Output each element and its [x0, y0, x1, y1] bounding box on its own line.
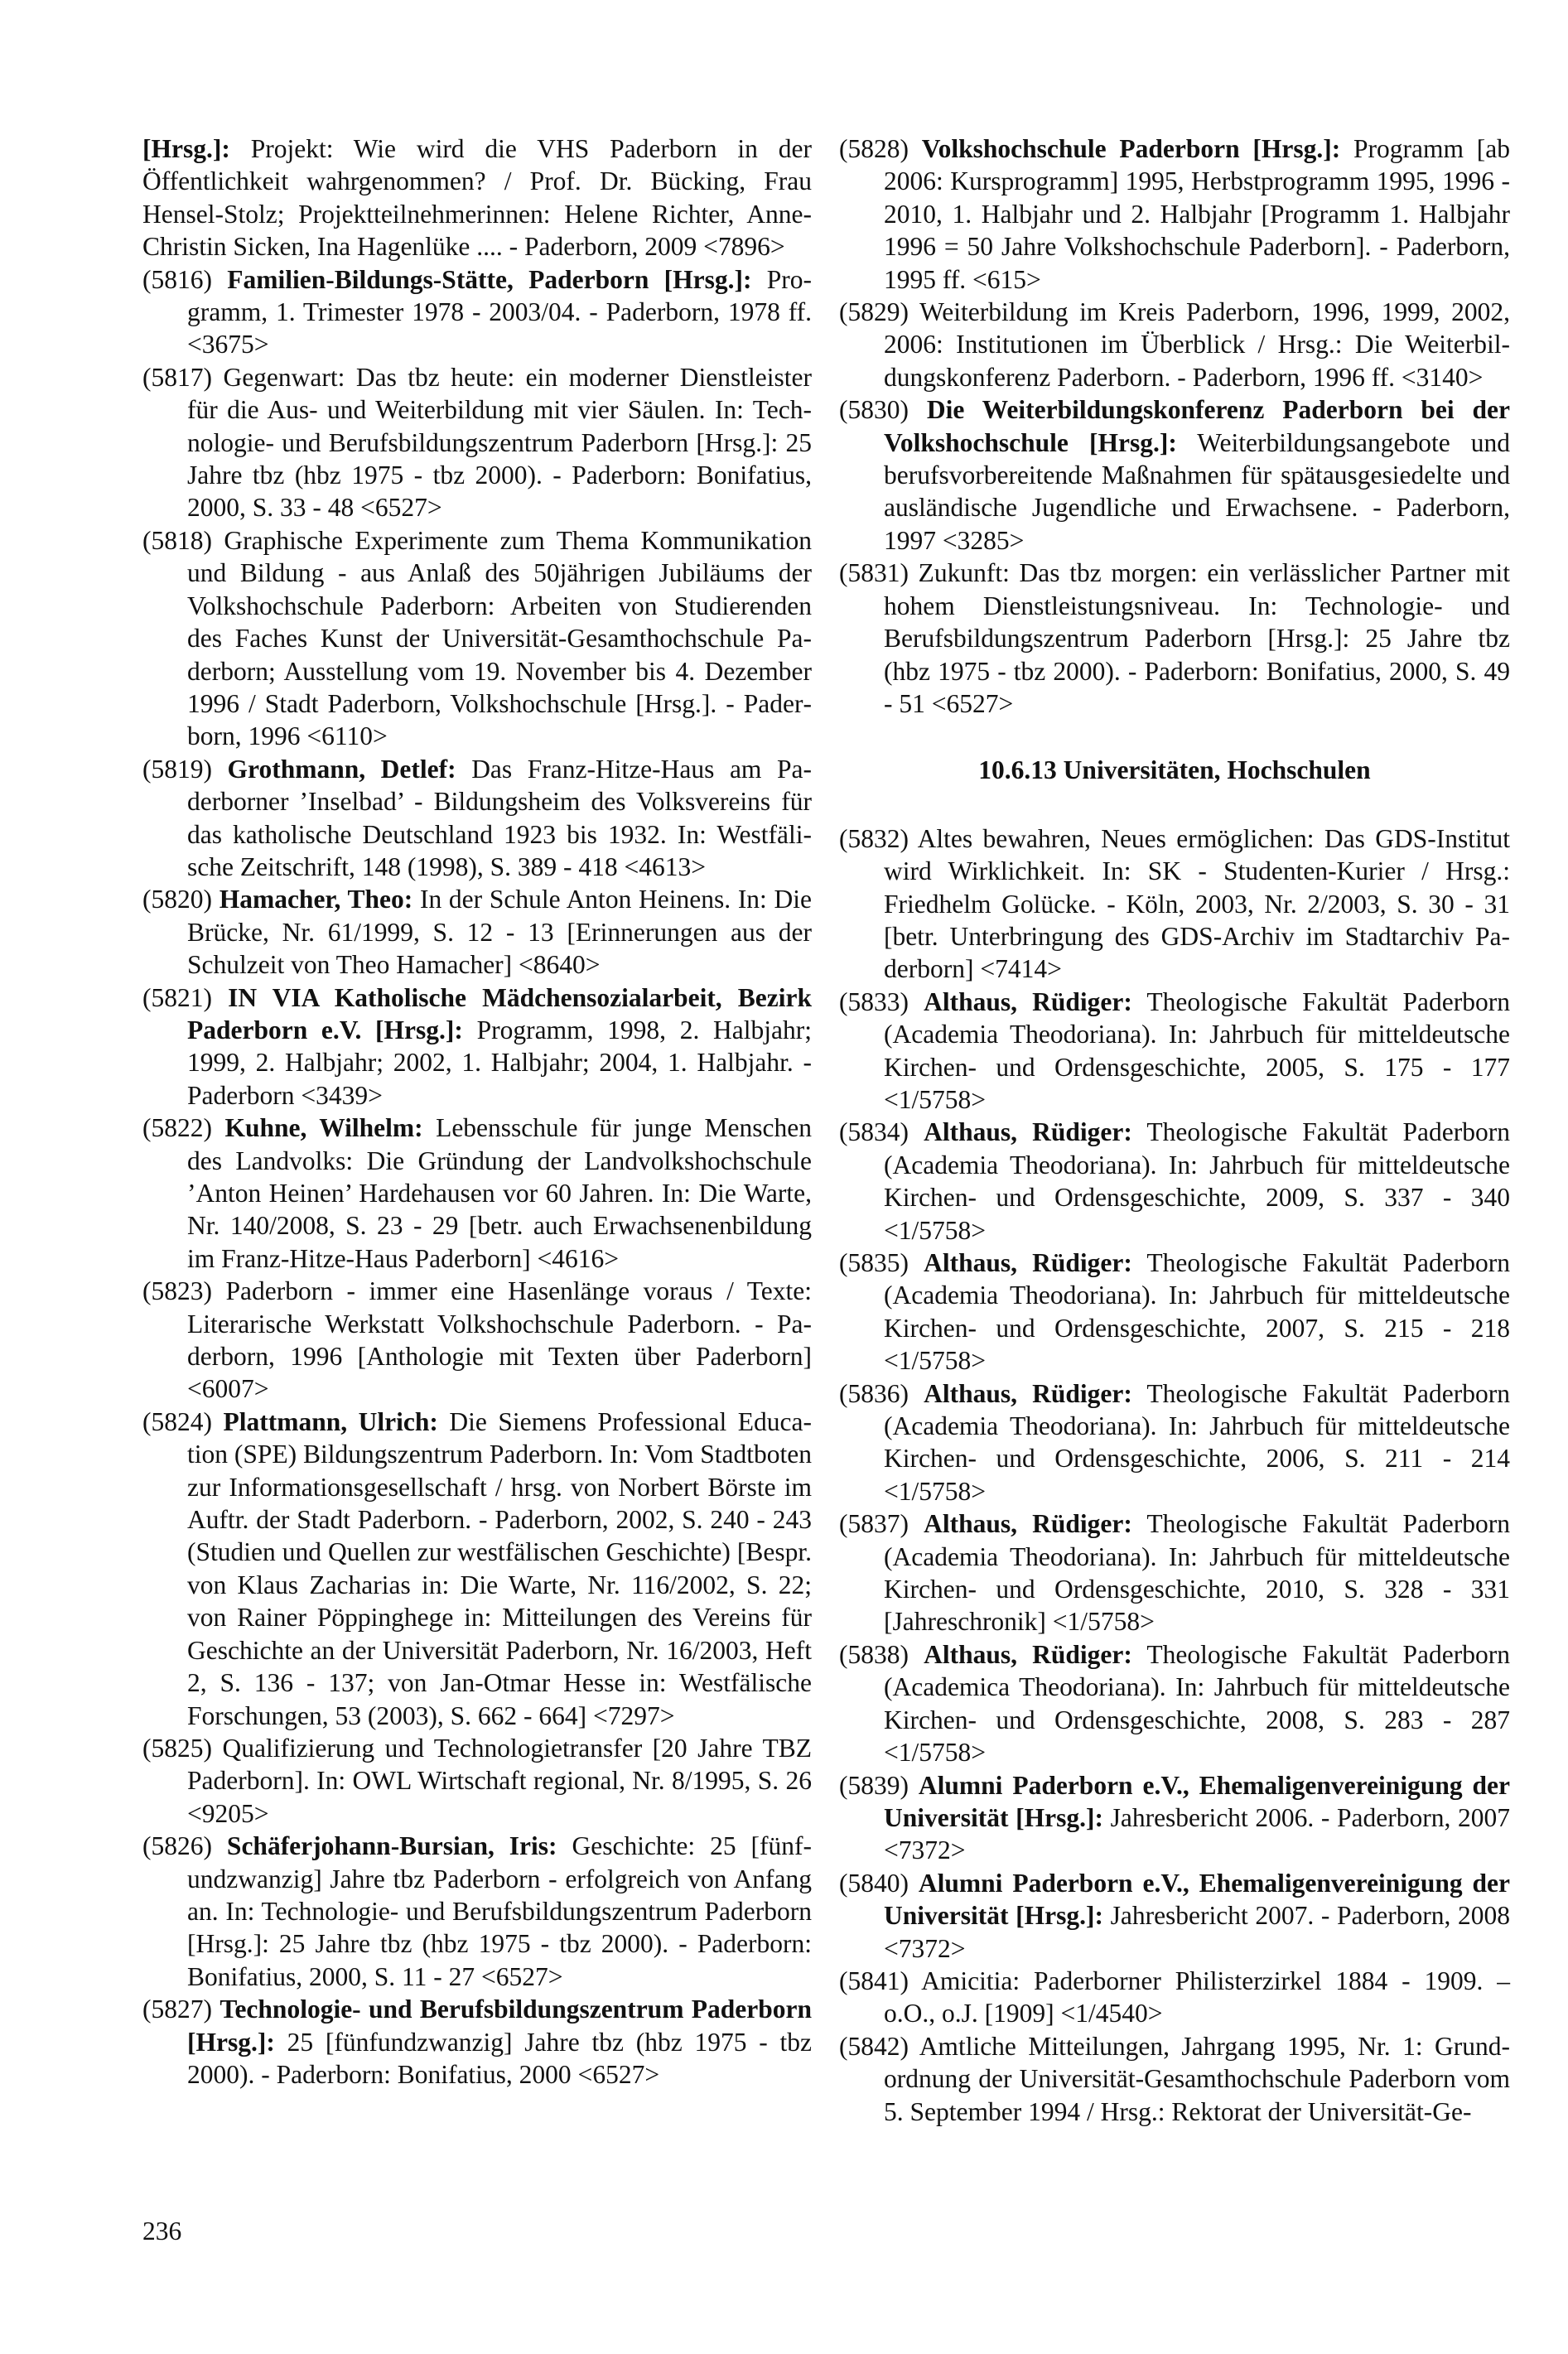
page-number: 236	[142, 2217, 182, 2245]
bibliography-entry	[839, 1638, 1510, 1769]
bibliography-entry	[839, 133, 1510, 296]
bibliography-entry	[839, 1507, 1510, 1638]
entry-author: Alumni Paderborn e.V., Ehemaligenvereinigung der Universität [Hrsg.]:	[884, 1868, 1510, 1931]
entry-author: [Hrsg.]:	[142, 134, 230, 163]
entry-number: (5817)	[142, 362, 212, 392]
entry-author: Althaus, Rüdiger:	[924, 1248, 1132, 1277]
entry-text: Theologische Fakultät Paderborn (Academia Theodoriana). In: Jahrbuch für mitteldeutsche Kirchen- und Ordensgeschichte, 2006, S. 211 - 214 <1/5758>	[884, 1378, 1511, 1506]
bibliography-entry	[839, 1965, 1510, 2030]
right-column	[839, 133, 1510, 2128]
bibliography-entry	[142, 263, 812, 361]
entry-text: Paderborn - immer eine Hasenlänge voraus / Texte: Literarische Werkstatt Volkshochschule Paderborn. - Paderborn, 1996 [Anthologie mit Texten über Paderborn] <6007>	[187, 1276, 813, 1404]
bibliography-entry	[142, 1830, 812, 1993]
bibliography-entry	[142, 1406, 812, 1732]
entry-number: (5819)	[142, 754, 212, 784]
entry-number: (5827)	[142, 1995, 212, 2024]
entry-number: (5836)	[839, 1378, 909, 1408]
entry-number: (5837)	[839, 1509, 909, 1539]
entry-text: Theologische Fakultät Paderborn (Academica Theodoriana). In: Jahrbuch für mitteldeutsche Kirchen- und Ordensgeschichte, 2008, S. 283 - 287 <1/5758>	[884, 1639, 1511, 1768]
entry-author: IN VIA Katholische Mädchensozialarbeit, Bezirk Paderborn e.V. [Hrsg.]:	[187, 982, 813, 1044]
entry-author: Grothmann, Detlef:	[227, 754, 456, 784]
entry-number: (5838)	[839, 1639, 909, 1669]
entry-text: Amicitia: Paderborner Philisterzirkel 1884 - 1909. – o.O., o.J. [1909] <1/4540>	[884, 1966, 1510, 2028]
entry-number: (5822)	[142, 1113, 212, 1143]
entry-text: Qualifizierung und Technologietransfer [20 Jahre TBZ Paderborn]. In: OWL Wirtschaft regional, Nr. 8/1995, S. 26 <9205>	[187, 1733, 813, 1828]
bibliography-entry	[142, 982, 812, 1112]
bibliography-entry	[839, 822, 1510, 986]
bibliography-entry	[839, 2030, 1510, 2128]
entry-text: Projekt: Wie wird die VHS Paderborn in der Öffentlichkeit wahrgenommen? / Prof. Dr. Bücking, Frau Hensel-Stolz; Projektteilnehmerinnen: Helene Richter, Anne-Christin Sicken, Ina Hagenlüke .... - Paderborn, 2009 <7896>	[142, 134, 812, 262]
entry-author: Schäferjohann-Bursian, Iris:	[226, 1831, 557, 1861]
entry-text: Theologische Fakultät Paderborn (Academia Theodoriana). In: Jahrbuch für mitteldeutsche Kirchen- und Ordensgeschichte, 2009, S. 337 - 340 <1/5758>	[884, 1117, 1511, 1245]
bibliography-entry	[142, 361, 812, 524]
entry-author: Kuhne, Wilhelm:	[224, 1113, 423, 1143]
entry-author: Die Weiterbildungskonferenz Paderborn bei der Volkshochschule [Hrsg.]:	[884, 395, 1510, 457]
entry-author: Alumni Paderborn e.V., Ehemaligenvereinigung der Universität [Hrsg.]:	[884, 1770, 1510, 1832]
entry-number: (5823)	[142, 1276, 212, 1306]
entry-text: Zukunft: Das tbz morgen: ein verlässlicher Partner mit hohem Dienstleistungsniveau. In: Technologie- und Berufsbildungszentrum Paderborn [Hrsg.]: 25 Jahre tbz (hbz 1975 - tbz 2000). - Paderborn: Bonifatius, 2000, S. 49 - 51 <6527>	[884, 558, 1511, 718]
bibliography-entry	[142, 883, 812, 981]
bibliography-entry	[839, 393, 1510, 557]
right-column-entries-top	[839, 133, 1510, 720]
entry-author: Hamacher, Theo:	[219, 885, 413, 914]
entry-number: (5816)	[142, 264, 212, 294]
bibliography-entry	[839, 1867, 1510, 1965]
entry-text: Programm, 1998, 2. Halbjahr; 1999, 2. Halbjahr; 2002, 1. Halbjahr; 2004, 1. Halbjahr. - Paderborn <3439>	[187, 1015, 812, 1110]
entry-number: (5832)	[839, 823, 909, 853]
bibliography-entry	[142, 1732, 812, 1830]
entry-number: (5820)	[142, 885, 212, 914]
bibliography-entry	[142, 524, 812, 753]
entry-text: Gegenwart: Das tbz heute: ein moderner Dienstleister für die Aus- und Weiterbildung mit vier Säulen. In: Technologie- und Berufsbildungszentrum Paderborn [Hrsg.]: 25 Jahre tbz (hbz 1975 - tbz 2000). - Paderborn: Bonifatius, 2000, S. 33 - 48 <6527>	[187, 362, 812, 523]
bibliography-entry	[142, 753, 812, 884]
entry-author: Althaus, Rüdiger:	[924, 1378, 1132, 1408]
left-column	[142, 133, 812, 2091]
bibliography-entry	[839, 1247, 1510, 1377]
entry-number: (5830)	[839, 395, 909, 425]
entry-number: (5826)	[142, 1831, 212, 1861]
entry-text: Jahresbericht 2006. - Paderborn, 2007 <7372>	[884, 1802, 1510, 1865]
entry-text: Weiterbildung im Kreis Paderborn, 1996, 1999, 2002, 2006: Institutionen im Überblick / Hrsg.: Die Weiterbildungskonferenz Paderborn. - Paderborn, 1996 ff. <3140>	[884, 297, 1510, 392]
entry-number: (5821)	[142, 982, 212, 1012]
entry-text: 25 [fünfundzwanzig] Jahre tbz (hbz 1975 - tbz 2000). - Paderborn: Bonifatius, 2000 <6527>	[187, 2027, 812, 2089]
entry-number: (5824)	[142, 1406, 212, 1436]
entry-author: Plattmann, Ulrich:	[223, 1406, 438, 1436]
bibliography-entry	[839, 557, 1510, 720]
bibliography-entry	[142, 1112, 812, 1275]
entry-text: Programm, 1. Trimester 1978 - 2003/04. - Paderborn, 1978 ff. <3675>	[187, 264, 813, 359]
entry-text: Amtliche Mitteilungen, Jahrgang 1995, Nr. 1: Grundordnung der Universität-Gesamthochschule Paderborn vom 5. September 1994 / Hrsg.: Rektorat der Universität-Ge-	[884, 2031, 1510, 2126]
entry-number: (5818)	[142, 525, 212, 555]
entry-text: Programm [ab 2006: Kursprogramm] 1995, Herbstprogramm 1995, 1996 - 2010, 1. Halbjahr und 2. Halbjahr [Programm 1. Halbjahr 1996 = 50 Jahre Volkshochschule Paderborn]. - Paderborn, 1995 ff. <615>	[884, 134, 1510, 294]
entry-author: Volkshochschule Paderborn [Hrsg.]:	[921, 134, 1341, 163]
bibliography-entry	[839, 986, 1510, 1117]
entry-author: Althaus, Rüdiger:	[924, 986, 1132, 1016]
entry-text: Geschichte: 25 [fünfundzwanzig] Jahre tbz Paderborn - erfolgreich von Anfang an. In: Technologie- und Berufsbildungszentrum Paderborn [Hrsg.]: 25 Jahre tbz (hbz 1975 - tbz 2000). - Paderborn: Bonifatius, 2000, S. 11 - 27 <6527>	[187, 1831, 812, 1991]
entry-number: (5842)	[839, 2031, 909, 2061]
entry-text: Theologische Fakultät Paderborn (Academia Theodoriana). In: Jahrbuch für mitteldeutsche Kirchen- und Ordensgeschichte, 2005, S. 175 - 177 <1/5758>	[884, 986, 1511, 1114]
entry-author: Althaus, Rüdiger:	[924, 1117, 1132, 1147]
bibliography-entry	[839, 296, 1510, 393]
entry-text: Altes bewahren, Neues ermöglichen: Das GDS-Institut wird Wirklichkeit. In: SK - Studenten-Kurier / Hrsg.: Friedhelm Golücke. - Köln, 2003, Nr. 2/2003, S. 30 - 31 [betr. Unterbringung des GDS-Archiv im Stadtarchiv Paderborn] <7414>	[884, 823, 1510, 984]
bibliography-entry	[839, 1769, 1510, 1867]
entry-author: Althaus, Rüdiger:	[924, 1509, 1132, 1539]
entry-text: In der Schule Anton Heinens. In: Die Brücke, Nr. 61/1999, S. 12 - 13 [Erinnerungen aus der Schulzeit von Theo Hamacher] <8640>	[187, 885, 813, 980]
entry-text: Theologische Fakultät Paderborn (Academia Theodoriana). In: Jahrbuch für mitteldeutsche Kirchen- und Ordensgeschichte, 2010, S. 328 - 331 [Jahreschronik] <1/5758>	[884, 1509, 1511, 1637]
section-heading: 10.6.13 Universitäten, Hochschulen	[978, 755, 1371, 785]
entry-number: (5833)	[839, 986, 909, 1016]
entry-number: (5825)	[142, 1733, 212, 1763]
entry-number: (5834)	[839, 1117, 909, 1147]
bibliography-entry	[839, 1116, 1510, 1247]
entry-text: Jahresbericht 2007. - Paderborn, 2008 <7372>	[884, 1901, 1510, 1963]
entry-text: Weiterbildungsangebote und berufsvorbereitende Maßnahmen für spätausgesiedelte und ausländische Jugendliche und Erwachsene. - Paderborn, 1997 <3285>	[884, 427, 1510, 555]
bibliography-entry	[839, 1377, 1510, 1508]
bibliography-entry	[142, 133, 812, 263]
entry-text: Die Siemens Professional Education (SPE) Bildungszentrum Paderborn. In: Vom Stadtboten zur Informationsgesellschaft / hrsg. von Norbert Börste im Auftr. der Stadt Paderborn. - Paderborn, 2002, S. 240 - 243 (Studien und Quellen zur westfälischen Geschichte) [Bespr. von Klaus Zacharias in: Die Warte, Nr. 116/2002, S. 22; von Rainer Pöppinghege in: Mitteilungen des Vereins für Geschichte an der Universität Paderborn, Nr. 16/2003, Heft 2, S. 136 - 137; von Jan-Otmar Hesse in: Westfälische Forschungen, 53 (2003), S. 662 - 664] <7297>	[187, 1406, 812, 1730]
entry-number: (5835)	[839, 1248, 909, 1277]
entry-text: Lebensschule für junge Menschen des Landvolks: Die Gründung der Landvolkshochschule ’Anton Heinen’ Hardehausen vor 60 Jahren. In: Die Warte, Nr. 140/2008, S. 23 - 29 [betr. auch Erwachsenenbildung im Franz-Hitze-Haus Paderborn] <4616>	[187, 1113, 813, 1273]
entry-number: (5840)	[839, 1868, 909, 1898]
entry-number: (5841)	[839, 1966, 909, 1995]
entry-number: (5831)	[839, 558, 909, 588]
entry-text: Theologische Fakultät Paderborn (Academia Theodoriana). In: Jahrbuch für mitteldeutsche Kirchen- und Ordensgeschichte, 2007, S. 215 - 218 <1/5758>	[884, 1248, 1511, 1376]
entry-text: Das Franz-Hitze-Haus am Paderborner ’Inselbad’ - Bildungsheim des Volksvereins für das katholische Deutschland 1923 bis 1932. In: Westfälische Zeitschrift, 148 (1998), S. 389 - 418 <4613>	[187, 754, 812, 881]
entry-number: (5828)	[839, 134, 909, 163]
entry-text: Graphische Experimente zum Thema Kommunikation und Bildung - aus Anlaß des 50jährigen Jubiläums der Volkshochschule Paderborn: Arbeiten von Studierenden des Faches Kunst der Universität-Gesamthochschule Paderborn; Ausstellung vom 19. November bis 4. Dezember 1996 / Stadt Paderborn, Volkshochschule [Hrsg.]. - Paderborn, 1996 <6110>	[187, 525, 812, 751]
entry-author: Technologie- und Berufsbildungszentrum Paderborn [Hrsg.]:	[187, 1995, 813, 2057]
entry-author: Althaus, Rüdiger:	[924, 1639, 1132, 1669]
entry-number: (5829)	[839, 297, 909, 327]
bibliography-entry	[142, 1993, 812, 2091]
entry-number: (5839)	[839, 1770, 909, 1800]
right-column-entries-bottom	[839, 822, 1510, 2128]
bibliography-entry	[142, 1275, 812, 1406]
entry-author: Familien-Bildungs-Stätte, Paderborn [Hrsg.]:	[227, 264, 752, 294]
